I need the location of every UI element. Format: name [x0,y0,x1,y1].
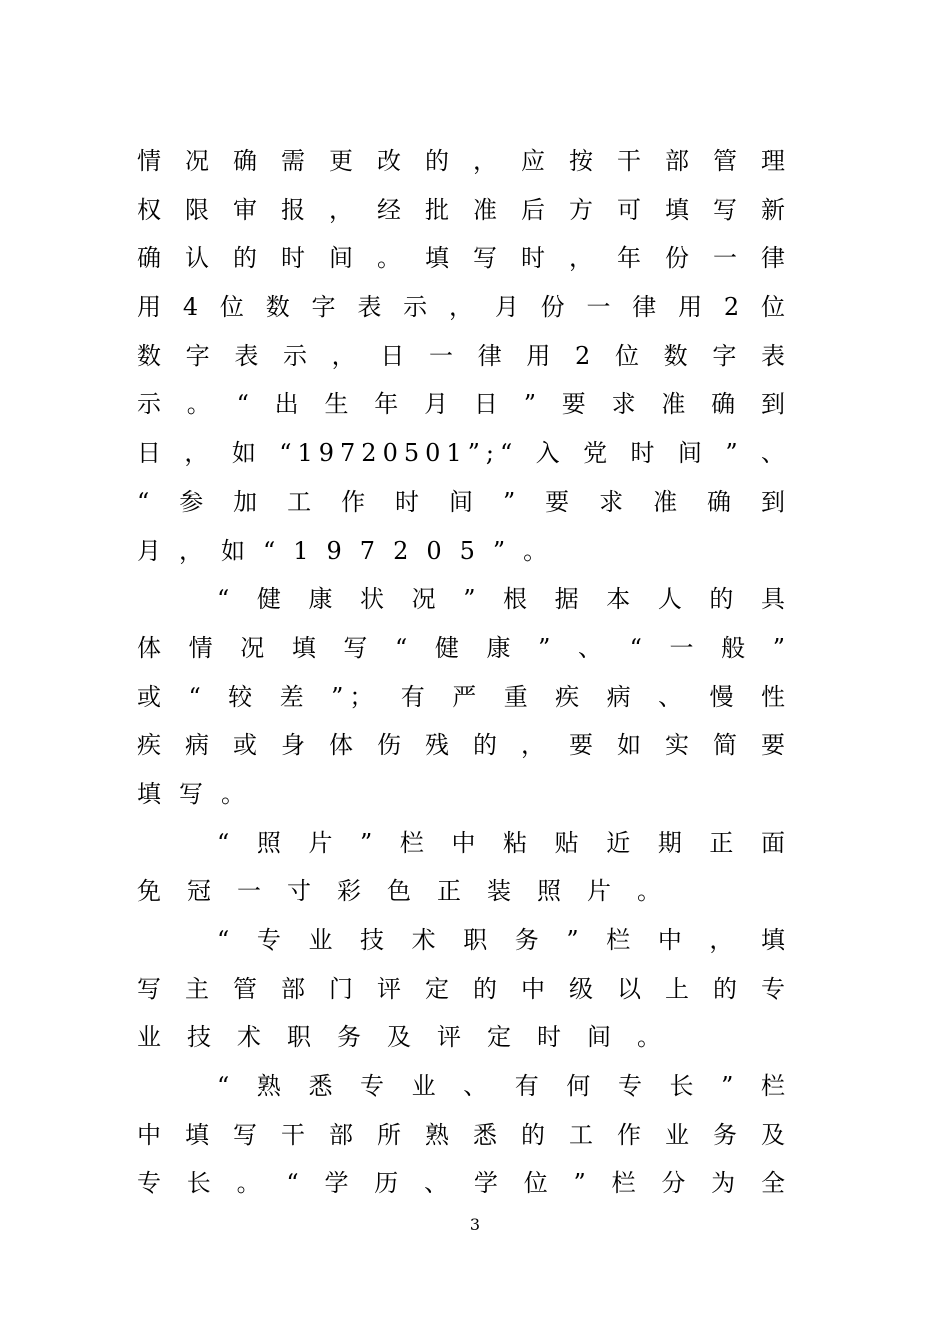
text-line-13: 疾病或身体伤残的，要如实简要 [137,731,791,759]
text-line-1: 情况确需更改的，应按干部管理 [137,147,791,175]
text-line-4: 用4位数字表示，月份一律用2位 [137,293,791,321]
page-number: 3 [469,1215,481,1234]
text-line-22: 专长。“学历、学位”栏分为全 [137,1169,791,1197]
text-line-11: 体情况填写“健康”、“一般” [137,634,791,662]
text-line-6: 示。“出生年月日”要求准确到 [137,390,791,418]
text-line-15: “照片”栏中粘贴近期正面 [217,829,791,857]
text-line-19: 业技术职务及评定时间。 [137,1023,687,1051]
text-line-12: 或“较差”；有严重疾病、慢性 [137,683,791,711]
text-line-21: 中填写干部所熟悉的工作业务及 [137,1121,791,1149]
text-line-18: 写主管部门评定的中级以上的专 [137,975,791,1003]
text-line-20: “熟悉专业、有何专长”栏 [217,1072,791,1100]
text-line-2: 权限审报，经批准后方可填写新 [137,196,791,224]
text-line-14: 填写。 [137,780,263,808]
text-line-7: 日，如“19720501”;“入党时间”、 [137,439,791,467]
text-line-9: 月，如“197205”。 [137,537,566,565]
text-line-16: 免冠一寸彩色正装照片。 [137,877,687,905]
text-line-10: “健康状况”根据本人的具 [217,585,791,613]
text-line-3: 确认的时间。填写时，年份一律 [137,244,791,272]
text-line-8: “参加工作时间”要求准确到 [137,488,791,516]
text-line-17: “专业技术职务”栏中，填 [217,926,791,954]
text-line-5: 数字表示，日一律用2位数字表 [137,342,791,370]
